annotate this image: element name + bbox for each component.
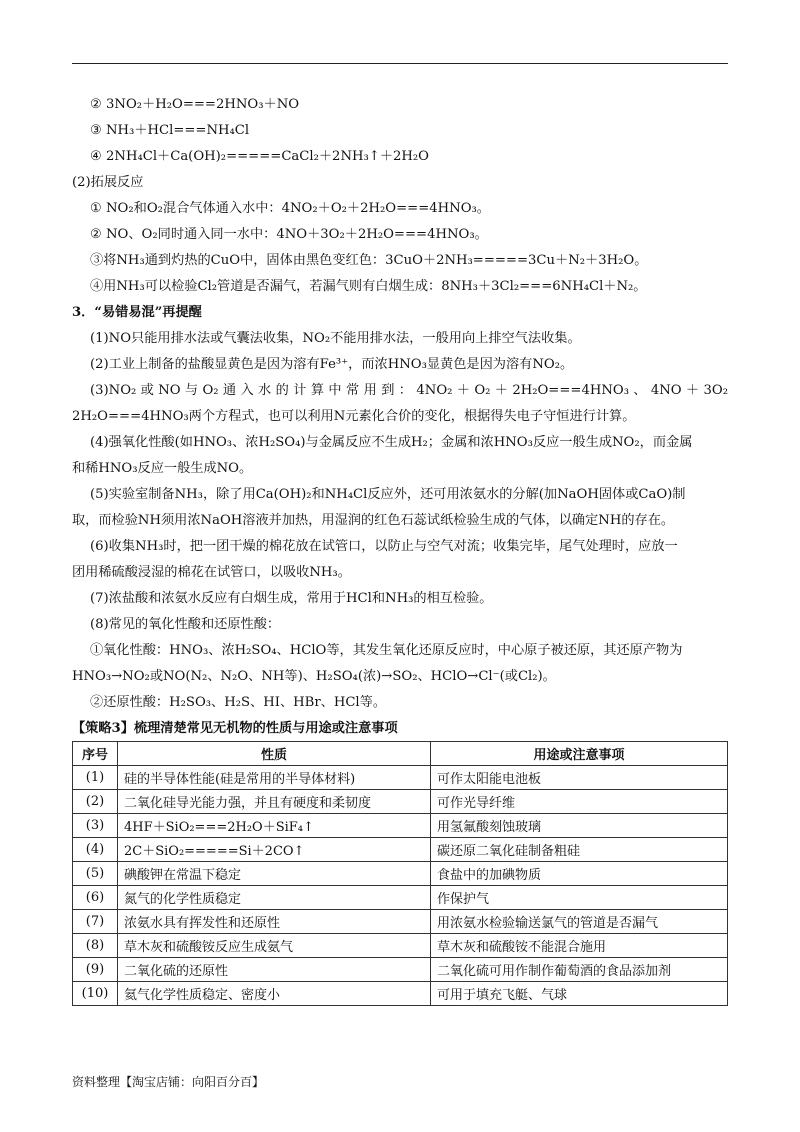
properties-table [72,741,728,1006]
document-body [72,92,728,742]
text-line: (2)工业上制备的盐酸显黄色是因为溶有Fe³⁺，而浓HNO₃显黄色是因为溶有NO₂。 [90,357,574,372]
text-line: ②还原性酸：H₂SO₃、H₂S、HI、HBr、HCl等。 [90,695,387,710]
text-line: (3)NO₂ 或 NO 与 O₂ 通 入 水 的 计 算 中 常 用 到 ： 4NO₂ ＋ O₂ ＋ 2H₂O===4HNO₃ 、 4NO ＋ 3O₂ [90,383,728,398]
row-index-cell: (1) [73,766,118,790]
text-line: 和稀HNO₃反应一般生成NO。 [72,461,253,476]
row-index-cell: (9) [73,958,118,982]
row-index-cell: (3) [73,814,118,838]
usage-cell: 草木灰和硫酸铵不能混合施用 [431,934,728,958]
property-cell: 2C＋SiO₂=====Si＋2CO↑ [118,838,431,862]
text-line: (2)拓展反应 [72,175,144,190]
property-cell: 氮气的化学性质稳定 [118,886,431,910]
text-line: ④ 2NH₄Cl＋Ca(OH)₂=====CaCl₂＋2NH₃↑＋2H₂O [90,149,429,164]
table-row [73,814,728,838]
usage-cell: 可用于填充飞艇、气球 [431,982,728,1006]
property-cell: 碘酸钾在常温下稳定 [118,862,431,886]
section-heading: 3．“易错易混”再提醒 [72,305,202,320]
text-line: (6)收集NH₃时，把一团干燥的棉花放在试管口，以防止与空气对流；收集完毕，尾气处理时，应放一 [90,539,678,554]
row-index-cell: (7) [73,910,118,934]
table-row [73,910,728,934]
usage-cell: 碳还原二氧化硅制备粗硅 [431,838,728,862]
property-cell: 硅的半导体性能(硅是常用的半导体材料) [118,766,431,790]
col-header-property: 性质 [118,742,431,766]
table-row [73,766,728,790]
table-row [73,790,728,814]
section-heading: 【策略3】梳理清楚常见无机物的性质与用途或注意事项 [72,721,398,736]
table-row [73,862,728,886]
row-index-cell: (6) [73,886,118,910]
row-index-cell: (4) [73,838,118,862]
text-line: (4)强氧化性酸(如HNO₃、浓H₂SO₄)与金属反应不生成H₂；金属和浓HNO₃反应一般生成NO₂，而金属 [90,435,693,450]
text-line: (5)实验室制备NH₃，除了用Ca(OH)₂和NH₄Cl反应外，还可用浓氨水的分解(加NaOH固体或CaO)制 [90,487,686,502]
text-line: HNO₃→NO₂或NO(N₂、N₂O、NH等)、H₂SO₄(浓)→SO₂、HClO→Cl⁻(或Cl₂)。 [72,669,556,684]
usage-cell: 可作光导纤维 [431,790,728,814]
row-index-cell: (8) [73,934,118,958]
header-rule [72,63,728,64]
usage-cell: 用浓氨水检验输送氯气的管道是否漏气 [431,910,728,934]
text-line: ③将NH₃通到灼热的CuO中，固体由黑色变红色：3CuO＋2NH₃=====3Cu＋N₂＋3H₂O。 [90,253,648,268]
usage-cell: 食盐中的加碘物质 [431,862,728,886]
text-line: ② NO、O₂同时通入同一水中：4NO＋3O₂＋2H₂O===4HNO₃。 [90,227,488,242]
property-cell: 4HF＋SiO₂===2H₂O＋SiF₄↑ [118,814,431,838]
table-row [73,886,728,910]
property-cell: 二氧化硅导光能力强，并且有硬度和柔韧度 [118,790,431,814]
footer-source: 资料整理【淘宝店铺：向阳百分百】 [72,1075,265,1089]
text-line: ② 3NO₂＋H₂O===2HNO₃＋NO [90,97,300,112]
property-cell: 草木灰和硫酸铵反应生成氨气 [118,934,431,958]
property-cell: 浓氨水具有挥发性和还原性 [118,910,431,934]
table-row [73,982,728,1006]
col-header-index: 序号 [73,742,118,766]
table-row [73,838,728,862]
property-cell: 二氧化硫的还原性 [118,958,431,982]
table-header-row [73,742,728,766]
text-line: 团用稀硫酸浸湿的棉花在试管口，以吸收NH₃。 [72,565,351,580]
text-line: 取，而检验NH须用浓NaOH溶液并加热，用湿润的红色石蕊试纸检验生成的气体，以确定NH的存在。 [72,513,675,528]
usage-cell: 可作太阳能电池板 [431,766,728,790]
usage-cell: 二氧化硫可用作制作葡萄酒的食品添加剂 [431,958,728,982]
text-line: (1)NO只能用排水法或气囊法收集，NO₂不能用排水法，一般用向上排空气法收集。 [90,331,581,346]
text-line: (8)常见的氧化性酸和还原性酸： [90,617,281,632]
table-row [73,958,728,982]
row-index-cell: (2) [73,790,118,814]
table-row [73,934,728,958]
text-line: ③ NH₃＋HCl===NH₄Cl [90,123,250,138]
text-line: ④用NH₃可以检验Cl₂管道是否漏气，若漏气则有白烟生成：8NH₃＋3Cl₂===6NH₄Cl＋N₂。 [90,279,647,294]
col-header-usage: 用途或注意事项 [431,742,728,766]
row-index-cell: (5) [73,862,118,886]
text-line: 2H₂O===4HNO₃两个方程式，也可以利用N元素化合价的变化，根据得失电子守恒进行计算。 [72,409,636,424]
usage-cell: 作保护气 [431,886,728,910]
text-line: ①氧化性酸：HNO₃、浓H₂SO₄、HClO等，其发生氧化还原反应时，中心原子被还原，其还原产物为 [90,643,683,658]
text-line: ① NO₂和O₂混合气体通入水中：4NO₂＋O₂＋2H₂O===4HNO₃。 [90,201,490,216]
text-line: (7)浓盐酸和浓氨水反应有白烟生成，常用于HCl和NH₃的相互检验。 [90,591,493,606]
row-index-cell: (10) [73,982,118,1006]
usage-cell: 用氢氟酸刻蚀玻璃 [431,814,728,838]
property-cell: 氦气化学性质稳定、密度小 [118,982,431,1006]
